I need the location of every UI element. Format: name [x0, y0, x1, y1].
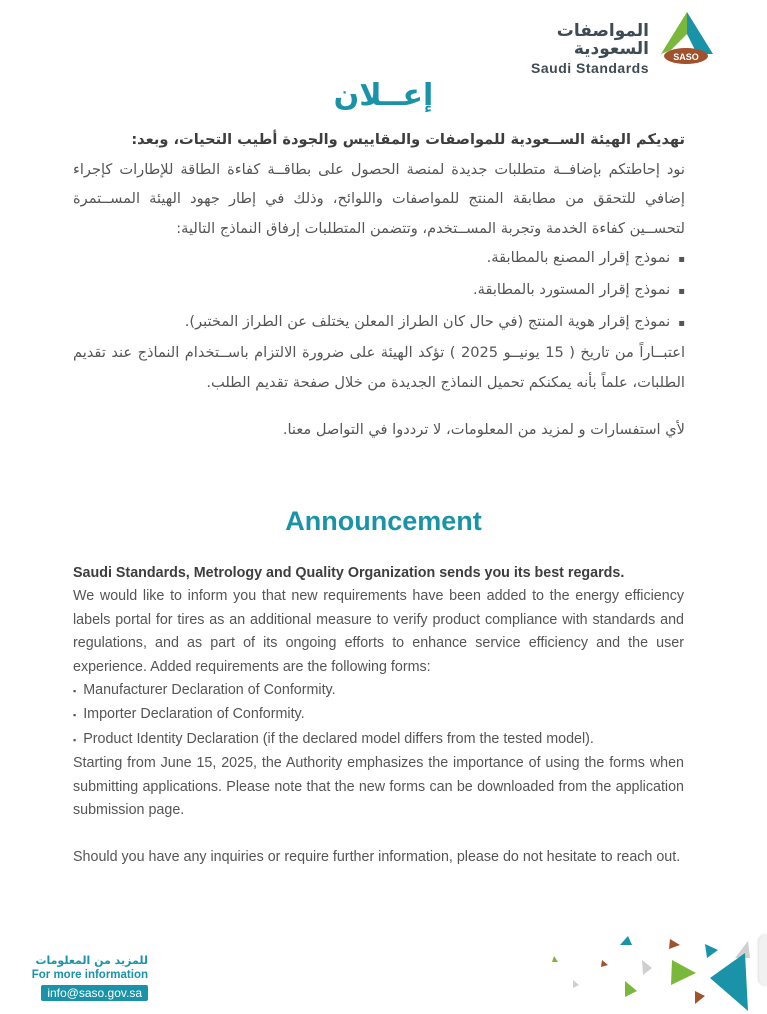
arabic-greeting: تهديكم الهيئة الســعودية للمواصفات والمقاييس والجودة أطيب التحيات، وبعد:: [131, 131, 685, 148]
list-item: [73, 275, 685, 307]
list-item: [73, 728, 684, 752]
footer-english-label: For more information: [31, 969, 148, 981]
footer-arabic-label: للمزيد من المعلومات: [35, 954, 148, 967]
english-greeting: Saudi Standards, Metrology and Quality Organization sends you its best regards.: [73, 565, 625, 581]
english-title: Announcement: [285, 506, 482, 536]
list-item: [73, 307, 685, 339]
list-item-text: Manufacturer Declaration of Conformity.: [83, 682, 336, 699]
english-intro: We would like to inform you that new requirements have been added to the energy efficiency labels portal for tires as an additional measure to verify product compliance with standards and regulations, and as part of its ongoing efforts to enhance service efficiency and the user experience. Added requirements are the following forms:: [73, 588, 684, 675]
logo-arabic-text: المواصفات السعودية: [556, 21, 649, 59]
arabic-closing: اعتبــاراً من تاريخ ( 15 يونيــو 2025 ) تؤكد الهيئة على ضرورة الالتزام باســتخدام النماذج عند تقديم الطلبات، علماً بأنه يمكنكم تحميل النماذج الجديدة من خلال صفحة تقديم الطلب.: [73, 344, 685, 391]
list-item-text: نموذج إقرار المستورد بالمطابقة.: [472, 280, 671, 298]
decorative-triangles-icon: [540, 925, 767, 1014]
saso-emblem-icon: [657, 10, 715, 66]
logo-badge-text: SASO: [673, 52, 699, 62]
arabic-body: [73, 125, 685, 445]
english-contact: Should you have any inquiries or require further information, please do not hesitate to reach out.: [73, 849, 681, 866]
logo-english-text: Saudi Standards: [531, 60, 649, 76]
arabic-intro: نود إحاطتكم بإضافــة متطلبات جديدة لمنصة الحصول على بطاقــة كفاءة الطاقة للإطارات كإجراء إضافي للتحقق من مطابقة المنتج للمواصفات واللوائح، وذلك في إطار جهود الهيئة المســتمرة لتحســين كفاءة الخدمة وتجربة المســتخدم، وتتضمن المتطلبات إرفاق النماذج التالية:: [73, 160, 685, 237]
arabic-requirements-list: [73, 243, 685, 338]
logo-text: [515, 22, 649, 78]
list-item: [73, 703, 684, 727]
english-requirements-list: [73, 679, 684, 752]
scroll-handle[interactable]: [759, 934, 767, 986]
english-body: [73, 562, 684, 870]
footer-contact: [26, 954, 148, 1001]
list-item-text: نموذج إقرار هوية المنتج (في حال كان الطراز المعلن يختلف عن الطراز المختبر).: [184, 312, 671, 330]
english-closing: Starting from June 15, 2025, the Authority emphasizes the importance of using the forms when submitting applications. Please note that the new forms can be downloaded from the application submission page.: [73, 755, 684, 819]
list-item-text: نموذج إقرار المصنع بالمطابقة.: [486, 249, 671, 267]
footer-email-link[interactable]: info@saso.gov.sa: [41, 985, 148, 1001]
list-item: [73, 243, 685, 275]
saso-logo: [515, 10, 715, 76]
list-item-text: Product Identity Declaration (if the declared model differs from the tested model).: [83, 730, 594, 747]
arabic-contact: لأي استفسارات و لمزيد من المعلومات، لا ترددوا في التواصل معنا.: [282, 421, 685, 439]
list-item: [73, 679, 684, 703]
arabic-title: إعــلان: [333, 78, 434, 113]
list-item-text: Importer Declaration of Conformity.: [83, 706, 305, 723]
